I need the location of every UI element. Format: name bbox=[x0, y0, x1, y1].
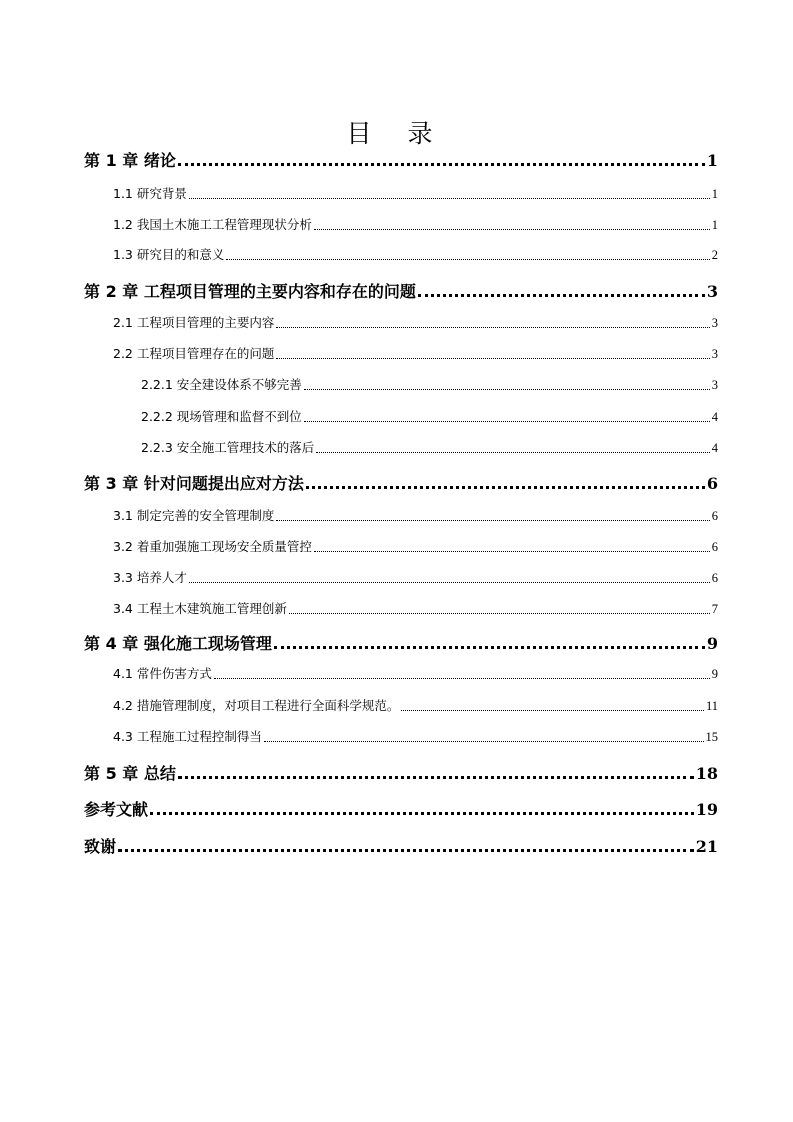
toc-page-number: 9 bbox=[711, 667, 718, 681]
toc-page-number: 11 bbox=[705, 699, 718, 713]
toc-entry-label: 2.2.2 现场管理和监督不到位 bbox=[141, 409, 302, 424]
toc-dot-leader bbox=[418, 294, 705, 297]
toc-entry-label: 1.2 我国土木施工工程管理现状分析 bbox=[113, 217, 312, 232]
toc-entry-label: 1.1 研究背景 bbox=[113, 186, 187, 201]
toc-entry-label: 2.1 工程项目管理的主要内容 bbox=[113, 315, 275, 330]
toc-entry-label: 1.3 研究目的和意义 bbox=[113, 247, 225, 262]
toc-entry[interactable] bbox=[113, 506, 718, 524]
toc-entry-label: 致谢 bbox=[84, 837, 117, 856]
toc-dot-leader bbox=[306, 486, 705, 489]
toc-entry[interactable] bbox=[113, 184, 718, 202]
toc-page-number: 4 bbox=[711, 441, 718, 455]
toc-page-number: 1 bbox=[711, 218, 718, 232]
toc-page-number: 3 bbox=[706, 282, 718, 301]
toc-dot-leader bbox=[401, 710, 704, 711]
toc-dot-leader bbox=[214, 678, 710, 679]
toc-entry[interactable] bbox=[113, 664, 718, 682]
toc-entry-label: 2.2.1 安全建设体系不够完善 bbox=[141, 377, 302, 392]
toc-entry[interactable] bbox=[141, 438, 718, 456]
toc-title: 目 录 bbox=[346, 119, 447, 148]
toc-entry[interactable] bbox=[113, 344, 718, 362]
toc-dot-leader bbox=[150, 812, 694, 815]
toc-entry-label: 第 4 章 强化施工现场管理 bbox=[84, 634, 272, 653]
toc-entry[interactable] bbox=[141, 375, 718, 393]
toc-dot-leader bbox=[189, 198, 710, 199]
toc-entry[interactable] bbox=[84, 471, 718, 493]
toc-entry[interactable] bbox=[113, 245, 718, 263]
toc-page-number: 7 bbox=[711, 602, 718, 616]
toc-entry-label: 第 5 章 总结 bbox=[84, 764, 176, 783]
toc-entry[interactable] bbox=[84, 761, 718, 783]
toc-entry[interactable] bbox=[84, 148, 718, 170]
toc-page-number: 18 bbox=[695, 764, 718, 783]
toc-dot-leader bbox=[289, 613, 710, 614]
toc-dot-leader bbox=[178, 163, 705, 166]
toc-entry-label: 2.2 工程项目管理存在的问题 bbox=[113, 346, 275, 361]
toc-entry-label: 3.1 制定完善的安全管理制度 bbox=[113, 508, 275, 523]
toc-page-number: 6 bbox=[711, 540, 718, 554]
toc-entry-label: 2.2.3 安全施工管理技术的落后 bbox=[141, 440, 315, 455]
toc-dot-leader bbox=[304, 421, 710, 422]
toc-entry[interactable] bbox=[84, 797, 718, 819]
toc-entry-label: 4.3 工程施工过程控制得当 bbox=[113, 729, 262, 744]
toc-page-number: 1 bbox=[711, 187, 718, 201]
toc-entry-label: 4.1 常件伤害方式 bbox=[113, 666, 212, 681]
toc-page-number: 21 bbox=[695, 837, 718, 856]
toc-dot-leader bbox=[274, 646, 705, 649]
toc-dot-leader bbox=[276, 520, 709, 521]
toc-page-number: 2 bbox=[711, 248, 718, 262]
toc-entry-label: 参考文献 bbox=[84, 800, 149, 819]
toc-entry[interactable] bbox=[113, 696, 718, 714]
toc-dot-leader bbox=[226, 259, 709, 260]
toc-dot-leader bbox=[178, 776, 694, 779]
toc-dot-leader bbox=[118, 849, 694, 852]
toc-entry-label: 3.4 工程土木建筑施工管理创新 bbox=[113, 601, 287, 616]
toc-page-number: 6 bbox=[711, 509, 718, 523]
toc-page-number: 6 bbox=[711, 571, 718, 585]
toc-page-number: 6 bbox=[706, 474, 718, 493]
toc-entry-label: 4.2 措施管理制度，对项目工程进行全面科学规范。 bbox=[113, 698, 400, 713]
toc-entry[interactable] bbox=[84, 279, 718, 301]
toc-page-number: 3 bbox=[711, 378, 718, 392]
toc-dot-leader bbox=[304, 389, 710, 390]
toc-entry-label: 第 1 章 绪论 bbox=[84, 151, 176, 170]
toc-page-number: 4 bbox=[711, 410, 718, 424]
toc-dot-leader bbox=[314, 551, 710, 552]
toc-dot-leader bbox=[189, 582, 710, 583]
toc-dot-leader bbox=[314, 229, 710, 230]
toc-page-number: 1 bbox=[706, 151, 718, 170]
toc-page-number: 3 bbox=[711, 316, 718, 330]
toc-entry[interactable] bbox=[141, 407, 718, 425]
toc-dot-leader bbox=[276, 327, 709, 328]
toc-entry[interactable] bbox=[84, 631, 718, 653]
toc-page-number: 3 bbox=[711, 347, 718, 361]
toc-entry[interactable] bbox=[113, 727, 718, 745]
toc-entry[interactable] bbox=[113, 313, 718, 331]
toc-entry[interactable] bbox=[113, 568, 718, 586]
toc-entry[interactable] bbox=[113, 215, 718, 233]
toc-entry[interactable] bbox=[84, 834, 718, 856]
toc-entry-label: 第 3 章 针对问题提出应对方法 bbox=[84, 474, 304, 493]
toc-entry-label: 3.2 着重加强施工现场安全质量管控 bbox=[113, 539, 312, 554]
toc-page-number: 9 bbox=[706, 634, 718, 653]
toc-dot-leader bbox=[264, 741, 704, 742]
toc-page-number: 19 bbox=[695, 800, 718, 819]
toc-dot-leader bbox=[316, 452, 709, 453]
toc-entry-label: 3.3 培养人才 bbox=[113, 570, 187, 585]
toc-entry[interactable] bbox=[113, 599, 718, 617]
toc-entry-label: 第 2 章 工程项目管理的主要内容和存在的问题 bbox=[84, 282, 416, 301]
toc-entry[interactable] bbox=[113, 537, 718, 555]
toc-dot-leader bbox=[276, 358, 709, 359]
toc-page-number: 15 bbox=[705, 730, 718, 744]
